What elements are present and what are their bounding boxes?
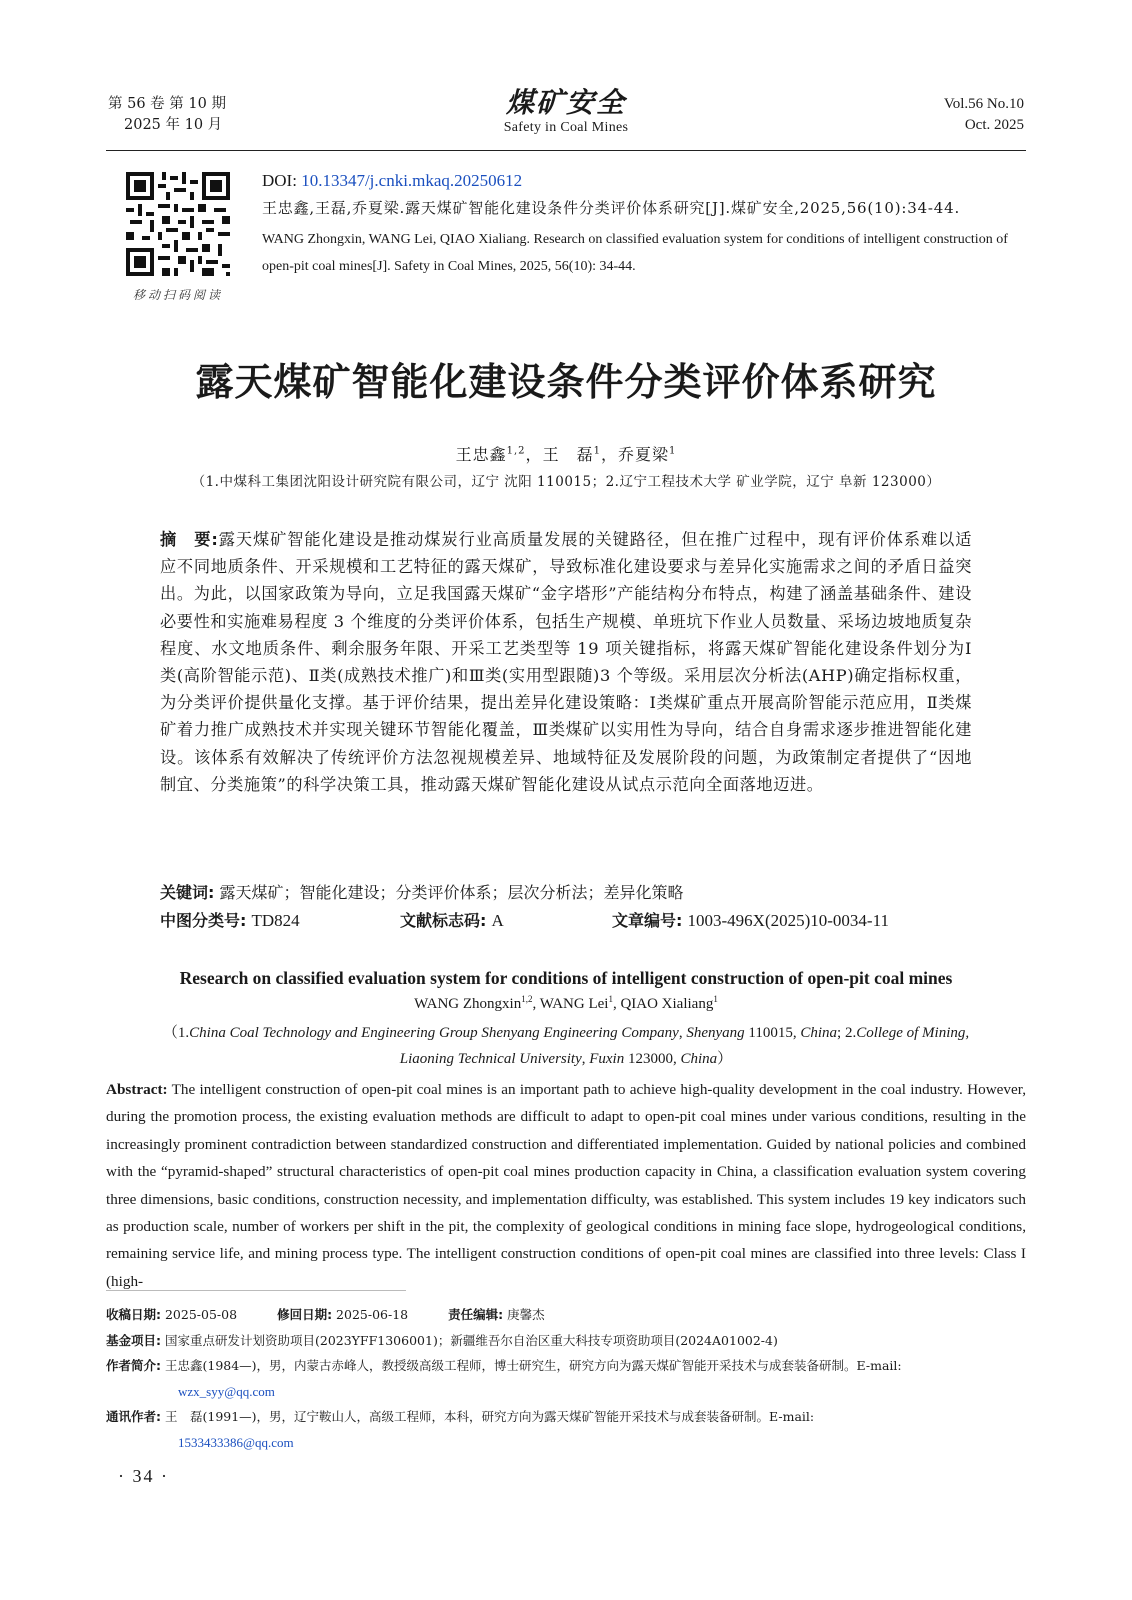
corr-value: 王 磊(1991—)，男，辽宁鞍山人，高级工程师，本科，研究方向为露天煤矿智能开采技术与成套装备研制。E-mail: — [164, 1409, 815, 1424]
keywords-text: 露天煤矿；智能化建设；分类评价体系；层次分析法；差异化策略 — [219, 883, 684, 902]
citation-cn: 王忠鑫,王磊,乔夏梁.露天煤矿智能化建设条件分类评价体系研究[J].煤矿安全,2025,56(10):34-44. — [262, 199, 961, 217]
affil-en-country2: China — [680, 1051, 718, 1067]
dates-row — [106, 1302, 1026, 1328]
doc-code-label: 文献标志码: — [400, 911, 487, 930]
doi-label: DOI: — [262, 171, 297, 190]
received-label: 收稿日期: — [106, 1307, 161, 1322]
abstract-cn — [160, 526, 972, 798]
footnotes — [106, 1302, 1026, 1455]
affil-en-part: ; 2. — [837, 1025, 857, 1041]
author-en-3: QIAO Xialiang — [620, 996, 714, 1012]
author-sep: ， — [600, 445, 618, 464]
author-en-2-sup: 1 — [608, 994, 613, 1004]
author-3: 乔夏梁 — [617, 445, 669, 464]
qr-code-icon[interactable] — [126, 172, 230, 276]
paper-title-cn: 露天煤矿智能化建设条件分类评价体系研究 — [195, 360, 937, 404]
revised-value: 2025-06-18 — [336, 1307, 409, 1322]
affil-en-part: ） — [717, 1051, 733, 1067]
keywords-label: 关键词: — [160, 883, 215, 902]
fund-label: 基金项目: — [106, 1332, 161, 1348]
affil-en-part: , — [678, 1025, 687, 1041]
affil-en-part: （1. — [162, 1025, 190, 1041]
affil-en-country1: China — [800, 1025, 838, 1041]
doi-line — [262, 170, 1026, 192]
author-1: 王忠鑫 — [455, 445, 507, 464]
author-en-1-sup: 1,2 — [521, 994, 533, 1004]
volume-cn: 第 56 卷 第 10 期 — [108, 96, 226, 112]
article-no-value: 1003-496X(2025)10-0034-11 — [687, 911, 889, 930]
affiliation-cn: （1.中煤科工集团沈阳设计研究院有限公司，辽宁 沈阳 110015；2.辽宁工程技术大学 矿业学院，辽宁 阜新 123000） — [191, 474, 941, 490]
date-en: Oct. 2025 — [964, 117, 1024, 133]
fund-value: 国家重点研发计划资助项目(2023YFF1306001)；新疆维吾尔自治区重大科技专项资助项目(2024A01002-4) — [164, 1332, 778, 1348]
abstract-en-text: The intelligent construction of open-pit coal mines is an important path to achieve high-quality development in the coal industry. However, during the promotion process, the existing evaluation methods are difficult to adapt to open-pit coal mines under various conditions, resulting in the increasingly prominent contradiction between standardized construction and differentiated implementation. Guided by national policies and combined with the “pyramid-shaped” structural characteristics of open-pit coal mines production capacity in China, a classification evaluation system covering three dimensions, basic conditions, construction necessity, and implementation difficulty, was established. This system includes 19 key indicators such as production scale, number of workers per shift in the pit, the complexity of geological conditions in mining face slope, hydrogeological conditions, remaining service life, and mining process type. The intelligent construction conditions of open-pit coal mines are classified into three levels: Class I (high- — [106, 1081, 1026, 1290]
qr-caption: 移动扫码阅读 — [132, 288, 223, 302]
corr-email-link[interactable]: 1533433386@qq.com — [178, 1434, 294, 1450]
clc-label: 中图分类号: — [160, 911, 247, 930]
revised-label: 修回日期: — [277, 1307, 333, 1322]
bio-value: 王忠鑫(1984—)，男，内蒙古赤峰人，教授级高级工程师，博士研究生，研究方向为露天煤矿智能开采技术与成套装备研制。E-mail: — [164, 1358, 902, 1373]
bio-row — [106, 1353, 1026, 1379]
authors-cn — [0, 442, 1132, 465]
author-sep: ， — [525, 445, 543, 464]
received-value: 2025-05-08 — [164, 1307, 238, 1322]
doi-link[interactable]: 10.13347/j.cnki.mkaq.20250612 — [301, 171, 523, 190]
corr-row — [106, 1404, 1026, 1430]
affil-en-city2: Fuxin — [589, 1051, 625, 1067]
footnote-rule — [106, 1290, 406, 1291]
fund-row — [106, 1328, 1026, 1354]
abstract-cn-text: 露天煤矿智能化建设是推动煤炭行业高质量发展的关键路径，但在推广过程中，现有评价体系难以适应不同地质条件、开采规模和工艺特征的露天煤矿，导致标准化建设要求与差异化实施需求之间的矛盾日益突出。为此，以国家政策为导向，立足我国露天煤矿“金字塔形”产能结构分布特点，构建了涵盖基础条件、建设必要性和实施难易程度 3 个维度的分类评价体系，包括生产规模、单班坑下作业人员数量、采场边坡地质复杂程度、水文地质条件、剩余服务年限、开采工艺类型等 19 项关键指标，将露天煤矿智能化建设条件划分为Ⅰ类(高阶智能示范)、Ⅱ类(成熟技术推广)和Ⅲ类(实用型跟随)3 个等级。采用层次分析法(AHP)确定指标权重，为分类评价提供量化支撑。基于评价结果，提出差异化建设策略：Ⅰ类煤矿重点开展高阶智能示范应用，Ⅱ类煤矿着力推广成熟技术并实现关键环节智能化覆盖，Ⅲ类煤矿以实用性为导向，结合自身需求逐步推进智能化建设。该体系有效解决了传统评价方法忽视规模差异、地域特征及发展阶段的问题，为政策制定者提供了“因地制宜、分类施策”的科学决策工具，推动露天煤矿智能化建设从试点示范向全面落地迈进。 — [160, 530, 972, 794]
affil-en-org2: College of Mining, — [856, 1025, 970, 1041]
volume-issue-en — [944, 94, 1024, 136]
affil-en-city1: Shenyang — [686, 1025, 745, 1041]
volume-en: Vol.56 No.10 — [943, 96, 1024, 112]
authors-en: WANG Zhongxin$^{1,2}$, WANG Lei$^1$, QIAO Xialiang$^1$ — [414, 994, 718, 1012]
author-1-sup: 1,2 — [506, 445, 526, 457]
clc-value: TD824 — [251, 911, 300, 930]
author-2: 王 磊 — [542, 445, 594, 464]
affiliation-en — [106, 1020, 1026, 1072]
author-en-2: WANG Lei — [539, 996, 609, 1012]
author-2-sup: 1 — [593, 445, 601, 457]
affil-en-part: 110015, — [744, 1025, 801, 1041]
affil-en-org1: China Coal Technology and Engineering Group Shenyang Engineering Company — [189, 1025, 679, 1041]
abstract-en — [106, 1076, 1026, 1295]
journal-name-en: Safety in Coal Mines — [503, 120, 629, 135]
citation-en: WANG Zhongxin, WANG Lei, QIAO Xialiang. Research on classified evaluation system for conditions of intelligent construction of open-pit coal mines[J]. Safety in Coal Mines, 2025, 56(10): 34-44. — [262, 232, 1008, 274]
abstract-cn-label: 摘 要: — [160, 530, 219, 549]
date-cn: 2025 年 10 月 — [124, 117, 223, 133]
editor-label: 责任编辑: — [448, 1307, 504, 1322]
author-3-sup: 1 — [668, 445, 677, 457]
page-number: · 34 · — [118, 1466, 169, 1486]
abstract-en-label: Abstract: — [106, 1081, 168, 1098]
journal-logo-cn: 煤矿安全 — [505, 86, 626, 119]
keywords-cn — [160, 880, 972, 906]
author-en-3-sup: 1 — [713, 994, 718, 1004]
editor-value: 庚馨杰 — [507, 1307, 545, 1322]
paper-title-en: Research on classified evaluation system for conditions of intelligent construction of open-pit coal mines — [179, 968, 953, 988]
bio-email-link[interactable]: wzx_syy@qq.com — [178, 1383, 275, 1399]
bio-label: 作者简介: — [106, 1358, 161, 1373]
affil-en-part: , — [581, 1051, 590, 1067]
affil-en-part: 123000, — [624, 1051, 681, 1067]
affil-en-univ: Liaoning Technical University — [399, 1051, 582, 1067]
article-no-label: 文章编号: — [612, 911, 683, 930]
corr-label: 通讯作者: — [106, 1409, 161, 1424]
header-rule — [106, 150, 1026, 151]
citation-block — [262, 170, 1026, 280]
author-en-1: WANG Zhongxin — [414, 996, 522, 1012]
doc-code-value: A — [491, 911, 504, 930]
